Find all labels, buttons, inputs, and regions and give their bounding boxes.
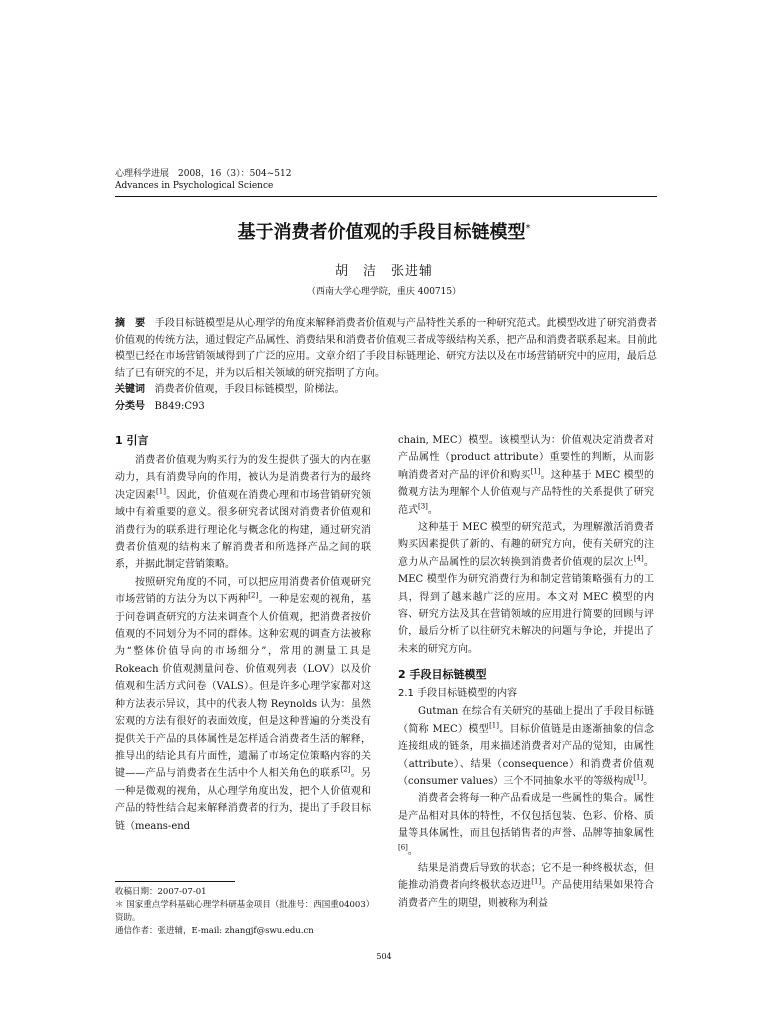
authors: 胡 洁 张进辅 [334,264,433,279]
keywords-text: 消费者价值观，手段目标链模型，阶梯法。 [154,384,345,395]
header-rule [115,196,657,197]
section-2-1-paragraph-2: 消费者会将每一种产品看成是一些属性的集合。属性是产品相对具体的特性，不仅包括包装、色彩、价格、质量等具体属性，而且包括销售者的声誉、品牌等抽象属性[6]。 [398,793,654,857]
citation-marker: [1] [156,487,166,496]
abstract-label: 摘 要 [115,318,146,329]
citation-marker: [2] [248,591,259,600]
section-2-1-paragraph-3: 结果是消费后导致的状态；它不是一种终极状态，但能推动消费者向终极状态迈进[1]。产品使用结果如果符合消费者产生的期望，则被称为利益 [398,862,655,909]
footnote-rule [115,881,235,882]
keywords-label: 关键词 [115,384,145,395]
citation-marker: [1] [633,773,644,782]
journal-name-en: Advances in Psychological Science [115,181,274,191]
citation-marker: [1] [530,467,541,476]
citation-marker: [1] [531,878,542,887]
page-number: 504 [376,952,392,961]
citation-marker: [1] [489,721,499,730]
abstract-text: 手段目标链模型是从心理学的角度来解释消费者价值观与产品特性关系的一种研究范式。此模型改进了研究消费者价值观的传统方法，通过假定产品属性、消费结果和消费者价值观三者成等级结构关系，把产品和消费者联系起来。目前此模型已经在市场营销领域得到了广泛的应用。文章介绍了手段目标链理论、研究方法以及在市场营销研究中的应用，最后总结了已有研究的不足，并为以后相关领域的研究指明了方向。 [115,318,657,379]
footnotes [115,886,371,938]
citation-marker: [6] [398,843,408,852]
footnote-fund: ＊ 国家重点学科基础心理学科研基金项目（批准号：西国重04003）资助。 [115,900,370,923]
abstract [115,316,657,382]
abstract-block [115,316,657,415]
section-2-1-heading: 2.1 手段目标链模型的内容 [398,688,518,700]
left-column [115,432,371,835]
title-footnote-mark: * [525,223,531,234]
citation-marker: [2] [340,765,351,774]
section-1-paragraph-4: 这种基于 MEC 模型的研究范式，为理解激活消费者购买因素提供了新的、有趣的研究方向，使有关研究的注意力从产品属性的层次转换到消费者价值观的层次上[4]。MEC 模型作为研究消费行为和制定营销策略强有力的工具，得到了越来越广泛的应用。本文对 MEC 模型的内容、研究方法及其在营销领域的应用进行简要的回顾与评价，最后分析了以往研究未解决的问题与争论，并提出了未来的研究方向。 [398,522,655,655]
section-1-paragraph-1: 消费者价值观为购买行为的发生提供了强大的内在驱动力，具有消费导向的作用，被认为是消费者行为的最终决定因素[1]。因此，价值观在消费心理和市场营销研究领域中有着重要的意义。很多研究者试图对消费者价值观和消费行为的联系进行理论化与概念化的构建，通过研究消费者价值观的结构来了解消费者和所选择产品之间的联系，并据此制定营销策略。 [115,455,372,571]
footnote-received: 收稿日期：2007-07-01 [115,887,207,897]
section-1-paragraph-3: chain, MEC）模型。该模型认为：价值观决定消费者对产品属性（product attribute）重要性的判断，从而影响消费者对产品的评价和购买[1]。这种基于 MEC 模型的微观方法为理解个人价值观与产品特性的关系提供了研究范式[3]。 [398,435,654,516]
class-code: B849:C93 [154,400,205,412]
section-2-1-paragraph-1: Gutman 在综合有关研究的基础上提出了手段目标链（简称 MEC）模型[1]。目标价值链是由逐渐抽象的信念连接组成的链条，用来描述消费者对产品的觉知，由属性（attribute）、结果（consequence）和消费者价值观（consumer values）三个不同抽象水平的等级构成[1]。 [398,706,655,787]
citation-marker: [4] [633,554,644,563]
section-1-paragraph-2: 按照研究角度的不同，可以把应用消费者价值观研究市场营销的方法分为以下两种[2]。一种是宏观的视角，基于问卷调查研究的方法来调查个人价值观，把消费者按价值观的不同划分为不同的群体。这种宏观的调查方法被称为“整体价值导向的市场细分”，常用的测量工具是 Rokeach 价值观测量问卷、价值观列表（LOV）以及价值观和生活方式问卷（VALS）。但是许多心理学家都对这种方法表示异议，其中的代表人物 Reynolds 认为：虽然宏观的方法有很好的表面效度，但是这种普遍的分类没有提供关于产品的具体属性是怎样适合消费者生活的解释，推导出的结论具有片面性，遗漏了市场定位策略内容的关键——产品与消费者在生活中个人相关角色的联系[2]。另一种是微观的视角，从心理学角度出发，把个人价值观和产品的特性结合起来解释消费者的行为，提出了手段目标链（means-end [115,576,372,832]
affiliation: （西南大学心理学院，重庆 400715） [306,287,462,297]
paper-title [0,218,768,244]
journal-name-cn: 心理科学进展 2008，16（3）：504~512 [115,169,292,179]
section-1-heading: 1 引言 [115,434,149,447]
classification [115,399,657,416]
section-2-heading: 2 手段目标链模型 [398,668,487,682]
journal-header [115,168,291,192]
footnote-contact: 通信作者：张进辅，E-mail: zhangjf@swu.edu.cn [115,926,314,936]
right-column [398,432,654,912]
keywords [115,382,657,399]
citation-marker: [3] [418,502,428,511]
class-label: 分类号 [115,400,145,412]
title-text: 基于消费者价值观的手段目标链模型 [237,222,526,243]
